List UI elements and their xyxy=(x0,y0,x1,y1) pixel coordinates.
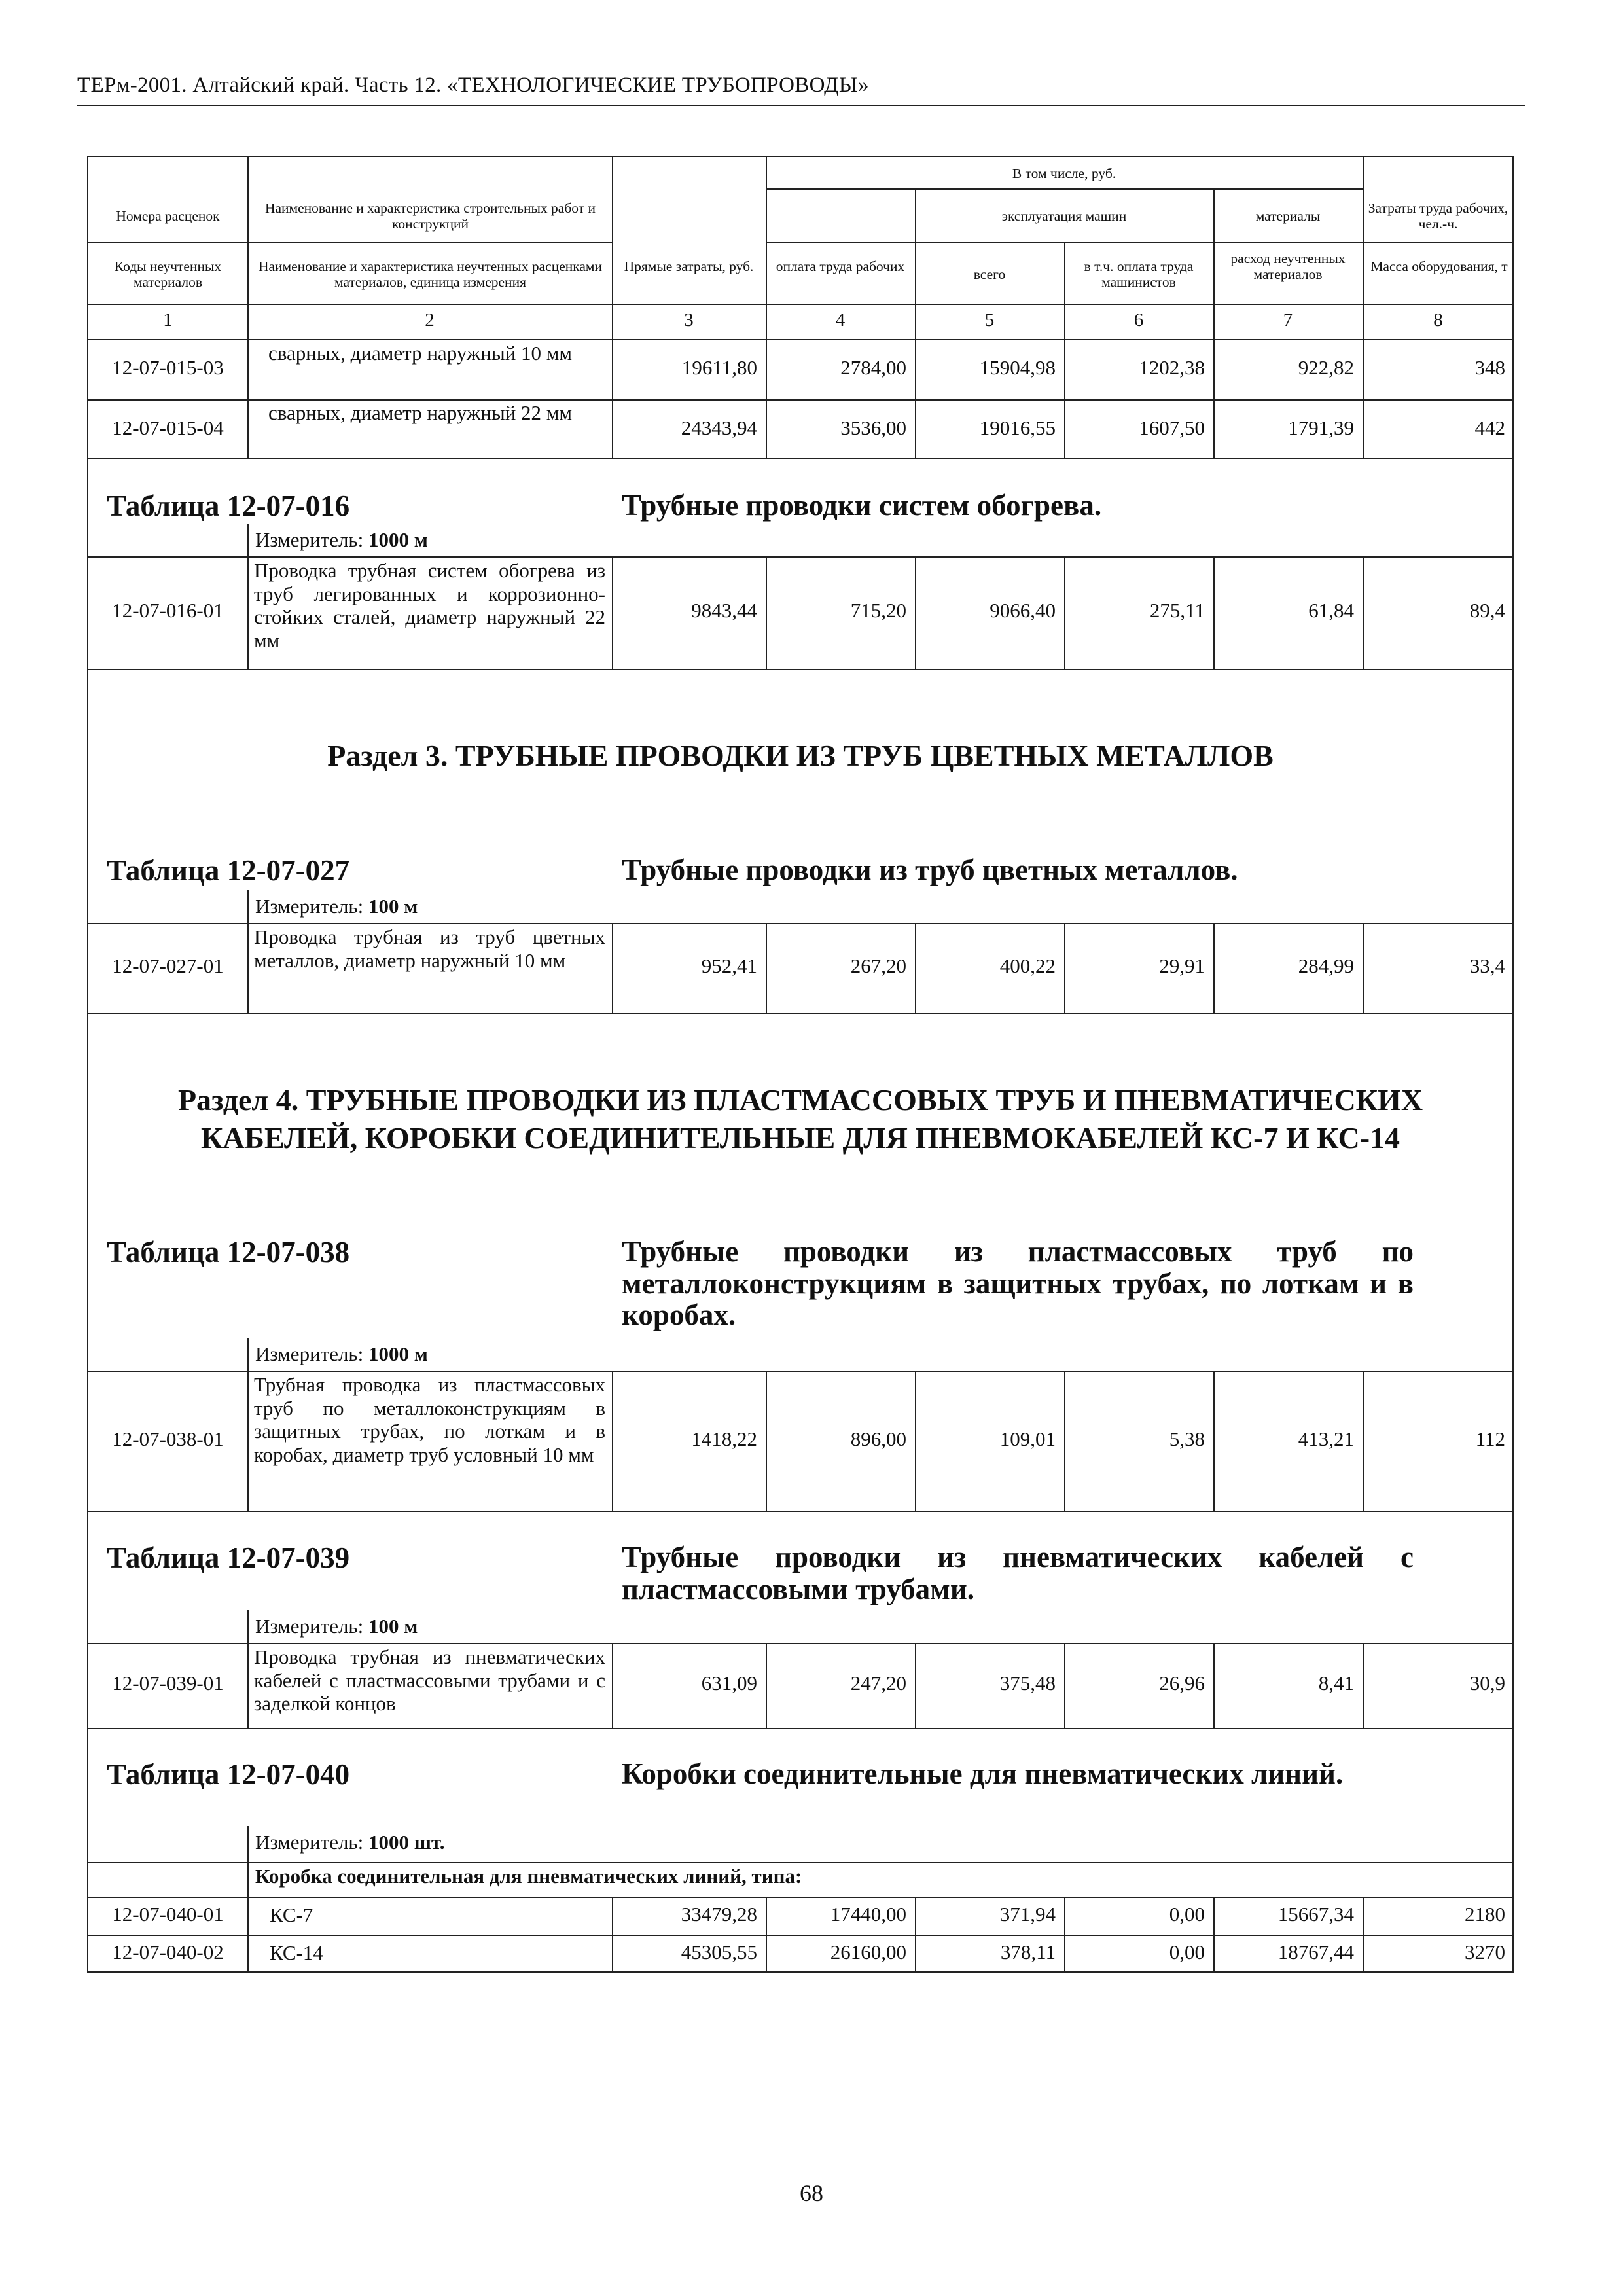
header-rule-left xyxy=(87,242,612,243)
row-labor: 2784,00 xyxy=(840,356,906,379)
row-materials: 1791,39 xyxy=(1288,416,1354,439)
measure-label: Измеритель: xyxy=(255,1342,364,1365)
row-materials: 922,82 xyxy=(1298,356,1354,379)
row-015-04-bottom xyxy=(87,458,1514,459)
row-name: Проводка трубная из труб цветных металлов, диаметр наружный 10 мм xyxy=(254,925,605,972)
table-title-040: Коробки соединительные для пневматических линий. xyxy=(622,1757,1344,1790)
colnum-rule-bottom xyxy=(87,339,1514,340)
section-3-heading: Раздел 3. ТРУБНЫЕ ПРОВОДКИ ИЗ ТРУБ ЦВЕТНЫХ МЕТАЛЛОВ xyxy=(327,739,1274,772)
row-code: 12-07-039-01 xyxy=(112,1672,224,1695)
row-materials: 413,21 xyxy=(1298,1427,1354,1450)
measure-label: Измеритель: xyxy=(255,1615,364,1638)
hdr-code: Номера расценок xyxy=(116,208,220,224)
measure-016 xyxy=(255,529,428,552)
hdr-labor: оплата труда рабочих xyxy=(776,259,905,274)
row-code: 12-07-038-01 xyxy=(112,1427,224,1450)
t039-row-bottom xyxy=(87,1728,1514,1729)
colnum-8: 8 xyxy=(1433,310,1443,331)
table-label-016: Таблица 12-07-016 xyxy=(107,490,350,522)
table-title-027: Трубные проводки из труб цветных металлов. xyxy=(622,853,1238,886)
row-mach: 375,48 xyxy=(999,1672,1056,1695)
table-title-039: Трубные проводки из пневматических кабелей с пластмассовыми трубами. xyxy=(622,1541,1414,1605)
row-mach: 15904,98 xyxy=(979,356,1056,379)
row-labor: 247,20 xyxy=(850,1672,906,1695)
row-code: 12-07-016-01 xyxy=(112,599,224,622)
row-name: Трубная проводка из пластмассовых труб по металлоконструкциям в защитных трубах, по лоткам и в коробах, диаметр труб условный 10 мм xyxy=(254,1373,605,1466)
measure-039 xyxy=(255,1615,418,1638)
measure-label: Измеритель: xyxy=(255,528,364,551)
hdr-code-sub: Коды неучтенных материалов xyxy=(114,259,222,291)
table-title-016: Трубные проводки систем обогрева. xyxy=(622,489,1102,522)
t040-group-top xyxy=(87,1862,1514,1863)
row-materials: 18767,44 xyxy=(1277,1941,1354,1964)
colnum-3: 3 xyxy=(684,310,694,331)
row-operators: 5,38 xyxy=(1169,1427,1205,1450)
t039-row-top xyxy=(87,1643,1514,1644)
measure-value: 1000 м xyxy=(368,1342,428,1365)
table-label-038: Таблица 12-07-038 xyxy=(107,1236,350,1268)
t016-divider xyxy=(247,524,249,669)
row-labor: 715,20 xyxy=(850,599,906,622)
row-operators: 26,96 xyxy=(1159,1672,1205,1695)
row-hours: 2180 xyxy=(1465,1903,1505,1926)
row-hours: 442 xyxy=(1474,416,1505,439)
row-operators: 29,91 xyxy=(1159,954,1205,977)
hdr-name-sub: Наименование и характеристика неучтенных расценками материалов, единица измерения xyxy=(258,259,603,291)
hdr-group-incl: В том числе, руб. xyxy=(1012,166,1116,181)
section-4-heading-line2: КАБЕЛЕЙ, КОРОБКИ СОЕДИНИТЕЛЬНЫЕ ДЛЯ ПНЕВМОКАБЕЛЕЙ КС-7 И КС-14 xyxy=(200,1121,1400,1155)
row-materials: 15667,34 xyxy=(1277,1903,1354,1926)
table-label-040: Таблица 12-07-040 xyxy=(107,1758,350,1791)
row-code: 12-07-040-01 xyxy=(112,1903,224,1926)
colnum-5: 5 xyxy=(984,310,995,331)
t027-row-top xyxy=(87,923,1514,924)
row-labor: 17440,00 xyxy=(830,1903,906,1926)
hdr-materials: материалы xyxy=(1255,208,1321,224)
row-015-divider xyxy=(247,339,249,458)
row-labor: 26160,00 xyxy=(830,1941,906,1964)
hdr-workhours: Затраты труда рабочих, чел.-ч. xyxy=(1368,200,1508,232)
row-015-03-bottom xyxy=(87,399,1514,401)
row-direct: 631,09 xyxy=(701,1672,757,1695)
row-labor: 267,20 xyxy=(850,954,906,977)
measure-value: 100 м xyxy=(368,1615,418,1638)
measure-label: Измеритель: xyxy=(255,1831,364,1854)
row-labor: 896,00 xyxy=(850,1427,906,1450)
row-hours: 3270 xyxy=(1465,1941,1505,1964)
hdr-mach-total: всего xyxy=(973,266,1006,282)
row-materials: 8,41 xyxy=(1318,1672,1354,1695)
row-hours: 348 xyxy=(1474,356,1505,379)
header-rule-right xyxy=(1363,242,1514,243)
table-label-039: Таблица 12-07-039 xyxy=(107,1541,350,1574)
row-operators: 0,00 xyxy=(1169,1903,1205,1926)
row-labor: 3536,00 xyxy=(840,416,906,439)
table-title-038: Трубные проводки из пластмассовых труб по металлоконструкциям в защитных трубах, по лоткам и в коробах. xyxy=(622,1235,1414,1332)
page-header: ТЕРм-2001. Алтайский край. Часть 12. «ТЕХНОЛОГИЧЕСКИЕ ТРУБОПРОВОДЫ» xyxy=(77,73,869,97)
row-operators: 1202,38 xyxy=(1139,356,1205,379)
measure-value: 100 м xyxy=(368,895,418,918)
hdr-group-machines: эксплуатация машин xyxy=(1001,208,1127,224)
colnum-6: 6 xyxy=(1133,310,1144,331)
row-mach: 378,11 xyxy=(1000,1941,1056,1964)
row-hours: 89,4 xyxy=(1469,599,1505,622)
row-mach: 9066,40 xyxy=(990,599,1056,622)
t038-row-bottom xyxy=(87,1511,1514,1512)
row-direct: 9843,44 xyxy=(691,599,757,622)
hdr-mach-operators: в т.ч. оплата труда машинистов xyxy=(1084,259,1194,291)
hdr-direct: Прямые затраты, руб. xyxy=(624,259,754,274)
t016-row-top xyxy=(87,556,1514,558)
hdr-name: Наименование и характеристика строительных работ и конструкций xyxy=(264,200,596,232)
row-mach: 19016,55 xyxy=(979,416,1056,439)
row-operators: 0,00 xyxy=(1169,1941,1205,1964)
page-number: 68 xyxy=(800,2180,823,2206)
row-name: КС-14 xyxy=(270,1941,323,1964)
row-mach: 109,01 xyxy=(999,1427,1056,1450)
hdr-workhours-sub: Масса оборудования, т xyxy=(1370,259,1508,274)
row-direct: 19611,80 xyxy=(681,356,757,379)
row-mach: 371,94 xyxy=(999,1903,1056,1926)
t027-row-bottom xyxy=(87,1013,1514,1014)
hdr-materials-sub: расход неучтенных материалов xyxy=(1230,251,1346,283)
group-heading-040: Коробка соединительная для пневматических линий, типа: xyxy=(255,1865,802,1888)
row-direct: 24343,94 xyxy=(681,416,757,439)
row-name: Проводка трубная из пневматических кабелей с пластмассовыми трубами и с заделкой концов xyxy=(254,1645,605,1715)
row-code: 12-07-027-01 xyxy=(112,954,224,977)
measure-038 xyxy=(255,1343,428,1366)
row-hours: 112 xyxy=(1475,1427,1505,1450)
row-name: сварных, диаметр наружный 10 мм xyxy=(268,342,573,365)
t016-row-bottom xyxy=(87,669,1514,670)
row-materials: 61,84 xyxy=(1308,599,1354,622)
row-code: 12-07-015-04 xyxy=(112,416,224,439)
colnum-4: 4 xyxy=(835,310,846,331)
t040-row1-top xyxy=(87,1897,1514,1898)
row-direct: 33479,28 xyxy=(681,1903,757,1926)
row-mach: 400,22 xyxy=(999,954,1056,977)
measure-040 xyxy=(255,1831,445,1854)
t040-divider xyxy=(247,1826,249,1973)
t039-divider xyxy=(247,1610,249,1728)
table-label-027: Таблица 12-07-027 xyxy=(107,854,350,887)
measure-value: 1000 шт. xyxy=(368,1831,445,1854)
row-hours: 33,4 xyxy=(1469,954,1505,977)
t038-divider xyxy=(247,1338,249,1511)
row-code: 12-07-040-02 xyxy=(112,1941,224,1964)
t038-row-top xyxy=(87,1371,1514,1372)
measure-value: 1000 м xyxy=(368,528,428,551)
row-operators: 1607,50 xyxy=(1139,416,1205,439)
row-direct: 45305,55 xyxy=(681,1941,757,1964)
row-code: 12-07-015-03 xyxy=(112,356,224,379)
t027-divider xyxy=(247,890,249,1013)
row-hours: 30,9 xyxy=(1469,1672,1505,1695)
colnum-1: 1 xyxy=(163,310,173,331)
header-rule-bottom xyxy=(87,304,1514,305)
row-materials: 284,99 xyxy=(1298,954,1354,977)
row-name: сварных, диаметр наружный 22 мм xyxy=(268,401,573,424)
colnum-2: 2 xyxy=(425,310,435,331)
row-direct: 952,41 xyxy=(701,954,757,977)
measure-027 xyxy=(255,895,418,918)
row-name: КС-7 xyxy=(270,1903,313,1926)
header-rule-incl xyxy=(766,188,1363,190)
colnum-7: 7 xyxy=(1283,310,1293,331)
measure-label: Измеритель: xyxy=(255,895,364,918)
t040-row2-top xyxy=(87,1935,1514,1936)
header-rule xyxy=(77,105,1525,106)
row-direct: 1418,22 xyxy=(691,1427,757,1450)
row-operators: 275,11 xyxy=(1149,599,1205,622)
section-4-heading-line1: Раздел 4. ТРУБНЫЕ ПРОВОДКИ ИЗ ПЛАСТМАССОВЫХ ТРУБ И ПНЕВМАТИЧЕСКИХ xyxy=(177,1083,1423,1117)
row-name: Проводка трубная систем обогрева из труб легированных и коррозионно-стойких сталей, диаметр наружный 22 мм xyxy=(254,559,605,652)
